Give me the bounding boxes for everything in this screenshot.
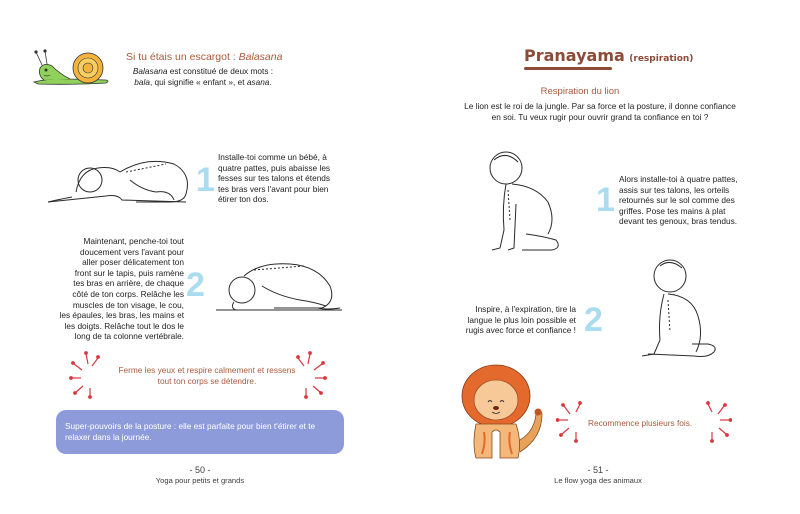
superpower-text: Super-pouvoirs de la posture : elle est parfaite pour bien t'étirer et te relaxer dans la journée.	[65, 421, 316, 442]
child-pose-illustration-2	[214, 256, 344, 316]
lion-step-2-text: Inspire, à l'expiration, tire la langue le plus loin possible et rugis avec force et confiance !	[465, 304, 576, 336]
repeat-rays-right	[698, 398, 732, 444]
step-1-text: Installe-toi comme un bébé, à quatre pattes, puis abaisse les fesses sur tes talons et étends tes bras vers l'avant pour bien étirer ton dos.	[218, 152, 331, 205]
breath-instruction: Ferme les yeux et respire calmement et ressens tout ton corps se détendre.	[118, 365, 296, 386]
pranayama-title: Pranayama (respiration)	[524, 46, 694, 65]
repeat-rays-left	[556, 398, 590, 444]
snail-pose-subtitle: Balasana est constitué de deux mots : bala, qui signifie « enfant », et asana.	[132, 66, 274, 87]
kneeling-child-illustration-1	[482, 150, 568, 254]
lion-step-1-number: 1	[596, 181, 615, 219]
repeat-instruction: Recommence plusieurs fois.	[588, 418, 693, 428]
lion-intro: Le lion est le roi de la jungle. Par sa force et la posture, il donne confiance en soi. Tu veux rugir pour ouvrir grand ta confiance en toi ?	[464, 101, 736, 122]
lion-breath-subtitle: Respiration du lion	[540, 86, 620, 97]
step-1-number: 1	[196, 161, 215, 199]
lion-illustration	[456, 362, 546, 466]
breath-rays-right	[288, 350, 328, 400]
snail-illustration	[30, 48, 112, 86]
step-2-text: Maintenant, penche-toi tout doucement vers l'avant pour aller poser délicatement ton front sur le tapis, puis ramène tes bras en arrière, de chaque côté de ton corps. Relâche les muscles de ton visage, le cou, les épaules, les bras, les mains et les doigts. Relâche tout le dos le long de ta colonne vertébrale.	[59, 236, 184, 342]
page-number-left: - 50 -	[189, 465, 211, 475]
child-pose-illustration-1	[46, 150, 196, 208]
snail-pose-title: Si tu étais un escargot : Balasana	[126, 51, 283, 63]
running-title-left: Yoga pour petits et grands	[155, 476, 245, 485]
lion-step-1-text: Alors installe-toi à quatre pattes, assis sur tes talons, les orteils retournés sur le sol comme des griffes. Pose tes mains à plat devant tes genoux, bras tendus.	[619, 174, 738, 227]
page-number-right: - 51 -	[587, 465, 609, 475]
kneeling-child-illustration-2	[634, 256, 724, 364]
step-2-number: 2	[186, 266, 205, 304]
running-title-right: Le flow yoga des animaux	[554, 476, 642, 485]
superpower-box	[56, 410, 344, 454]
title-underline	[524, 67, 612, 70]
lion-step-2-number: 2	[584, 301, 603, 339]
